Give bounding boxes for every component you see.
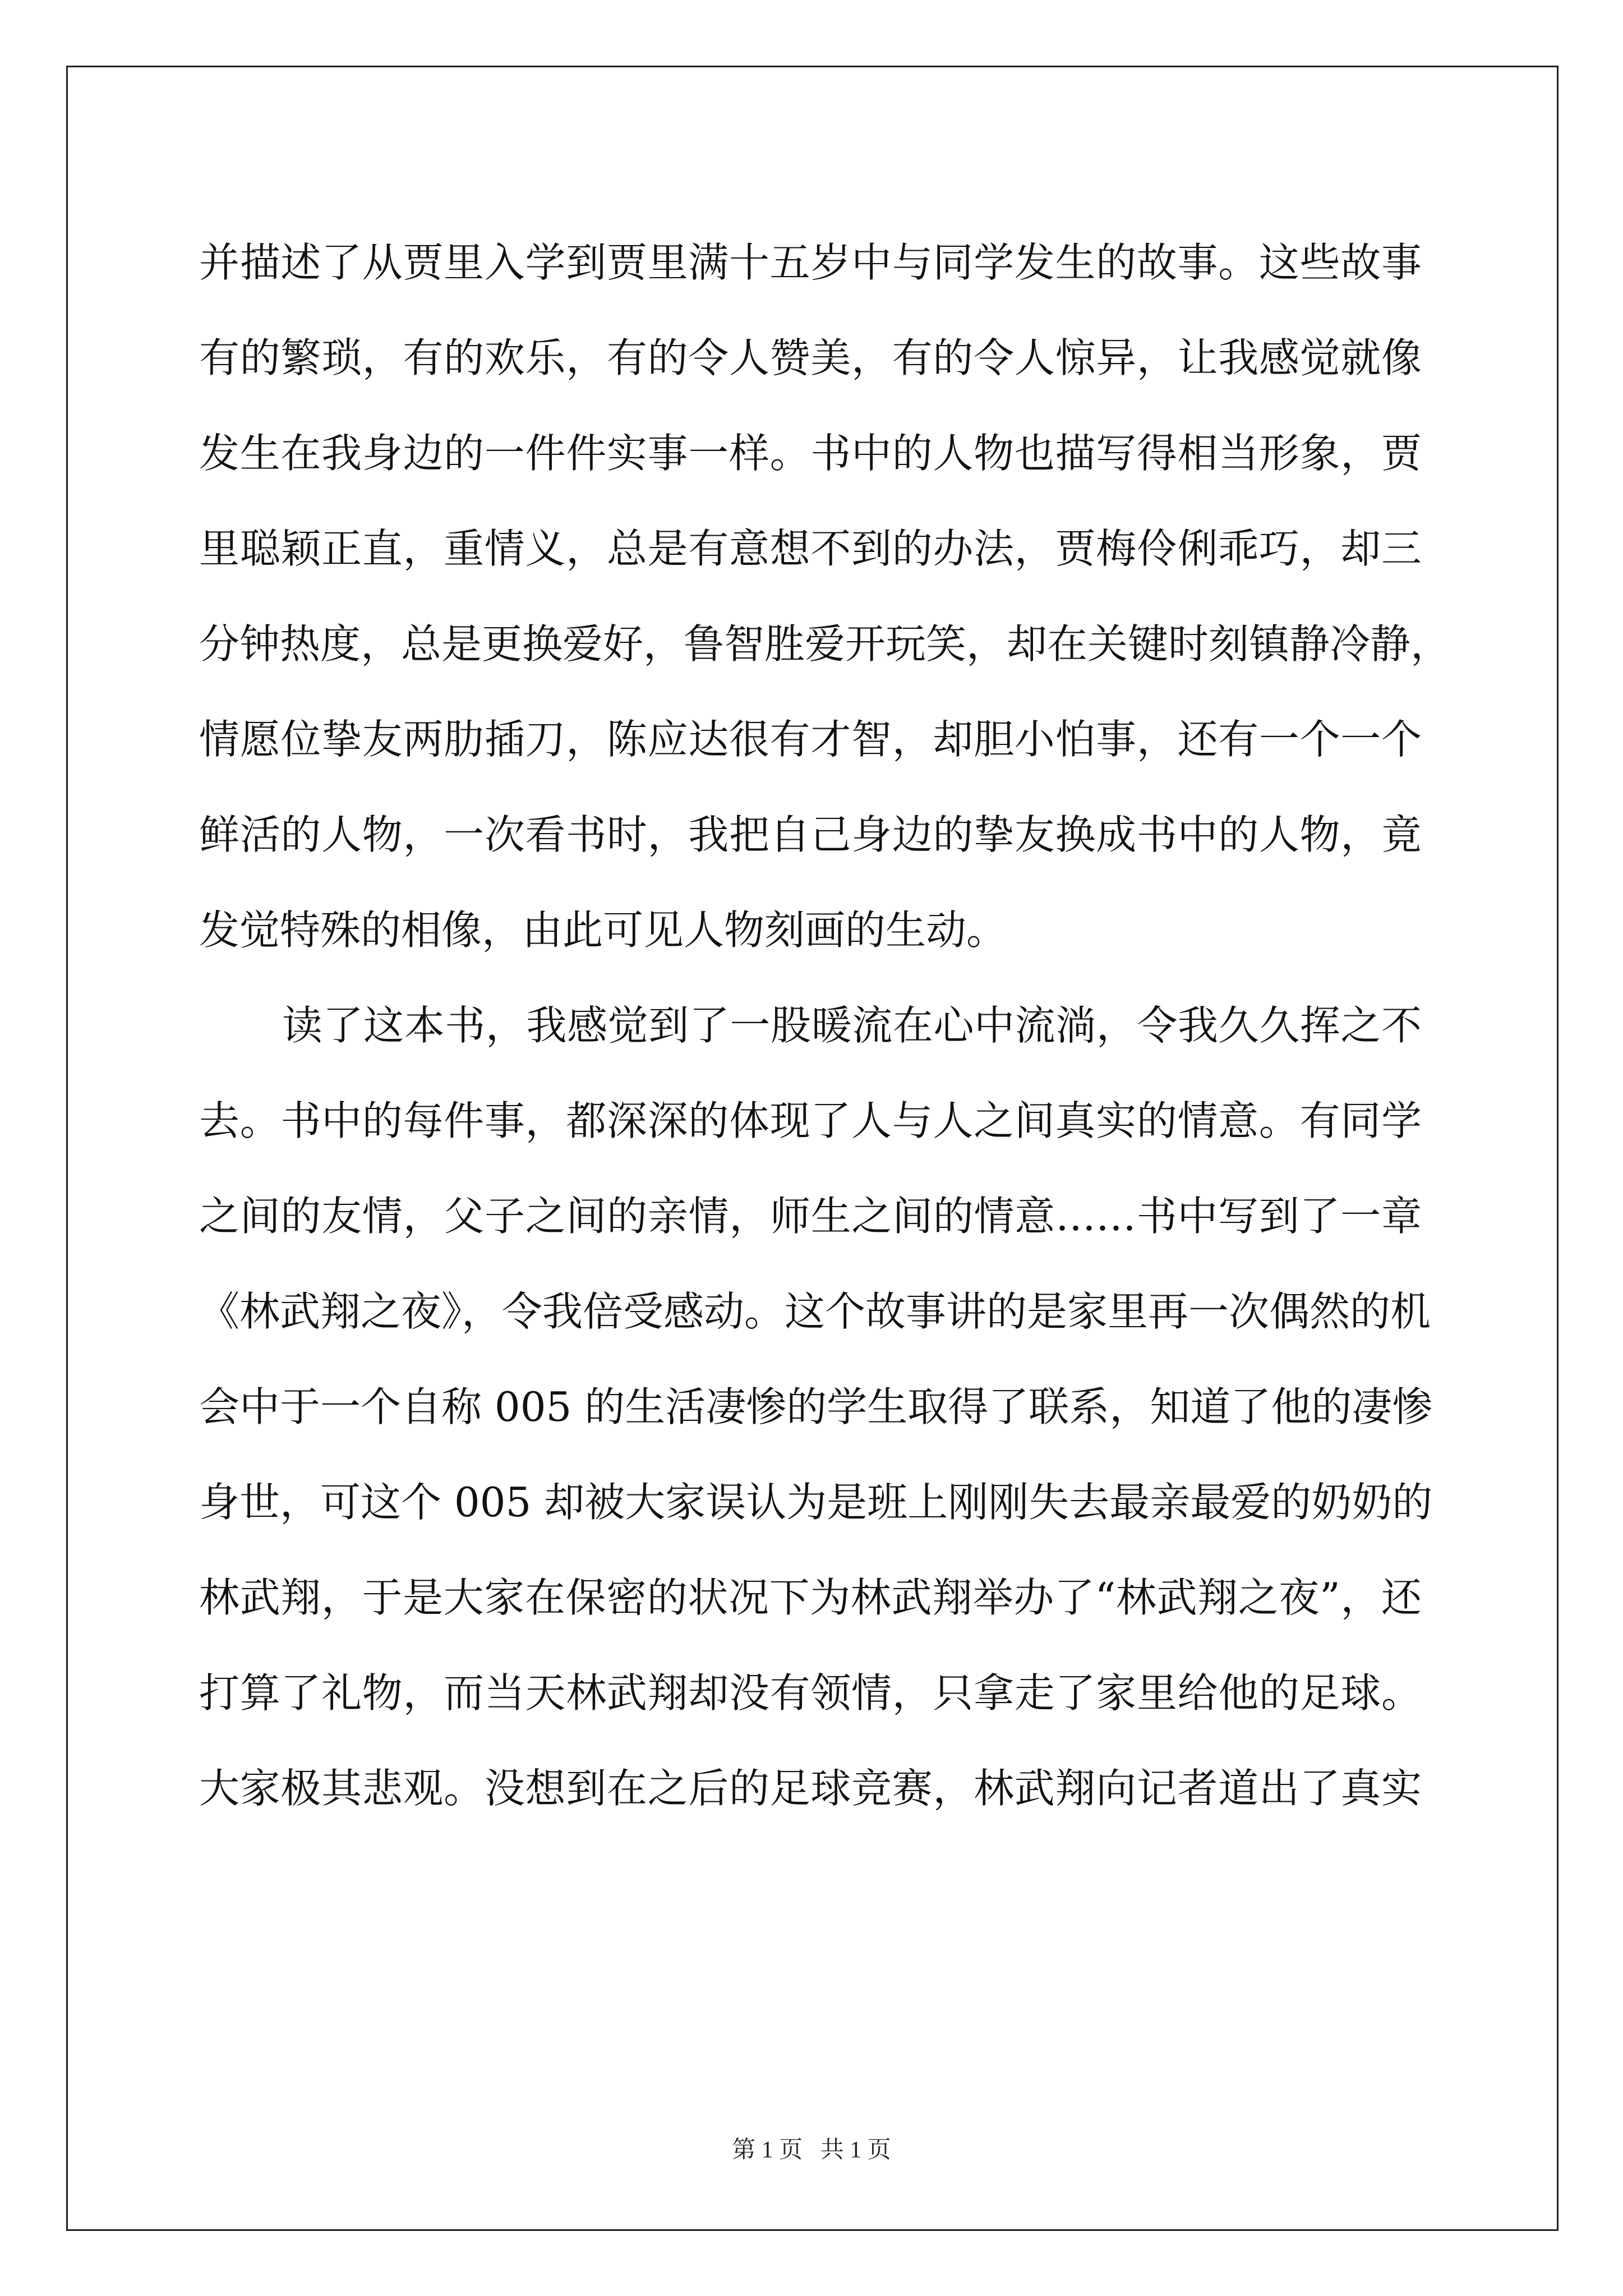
text-line: 会中于一个自称 005 的生活凄惨的学生取得了联系，知道了他的凄惨 [199,1383,1433,1430]
text-line: 分钟热度，总是更换爱好，鲁智胜爱开玩笑，却在关键时刻镇静冷静， [199,620,1451,668]
page-footer [0,2133,1623,2167]
text-line: 林武翔，于是大家在保密的状况下为林武翔举办了“林武翔之夜”，还 [199,1574,1422,1621]
text-line: 大家极其悲观。没想到在之后的足球竞赛，林武翔向记者道出了真实 [199,1765,1422,1812]
paragraph-first-line: 读了这本书，我感觉到了一股暖流在心中流淌，令我久久挥之不 [282,1002,1422,1049]
text-line: 发生在我身边的一件件实事一样。书中的人物也描写得相当形象，贾 [199,430,1422,477]
text-line: 并描述了从贾里入学到贾里满十五岁中与同学发生的故事。这些故事 [199,239,1422,286]
document-body [199,215,1451,1836]
text-line: 鲜活的人物，一次看书时，我把自己身边的挚友换成书中的人物，竟 [199,811,1422,858]
text-line: 打算了礼物，而当天林武翔却没有领情，只拿走了家里给他的足球。 [199,1669,1422,1717]
text-line: 情愿位挚友两肋插刀，陈应达很有才智，却胆小怕事，还有一个一个 [199,716,1422,763]
text-line: 《林武翔之夜》，令我倍受感动。这个故事讲的是家里再一次偶然的机 [199,1288,1431,1335]
page-number: 第 1 页 共 1 页 [732,2137,891,2163]
text-line: 身世，可这个 005 却被大家误认为是班上刚刚失去最亲最爱的奶奶的 [199,1479,1433,1526]
text-line: 之间的友情，父子之间的亲情，师生之间的情意……书中写到了一章 [199,1193,1422,1240]
text-line: 里聪颖正直，重情义，总是有意想不到的办法，贾梅伶俐乖巧，却三 [199,525,1422,572]
text-line: 有的繁琐，有的欢乐，有的令人赞美，有的令人惊异，让我感觉就像 [199,334,1422,381]
text-line: 发觉特殊的相像，由此可见人物刻画的生动。 [199,907,1007,954]
text-line: 去。书中的每件事，都深深的体现了人与人之间真实的情意。有同学 [199,1097,1422,1144]
